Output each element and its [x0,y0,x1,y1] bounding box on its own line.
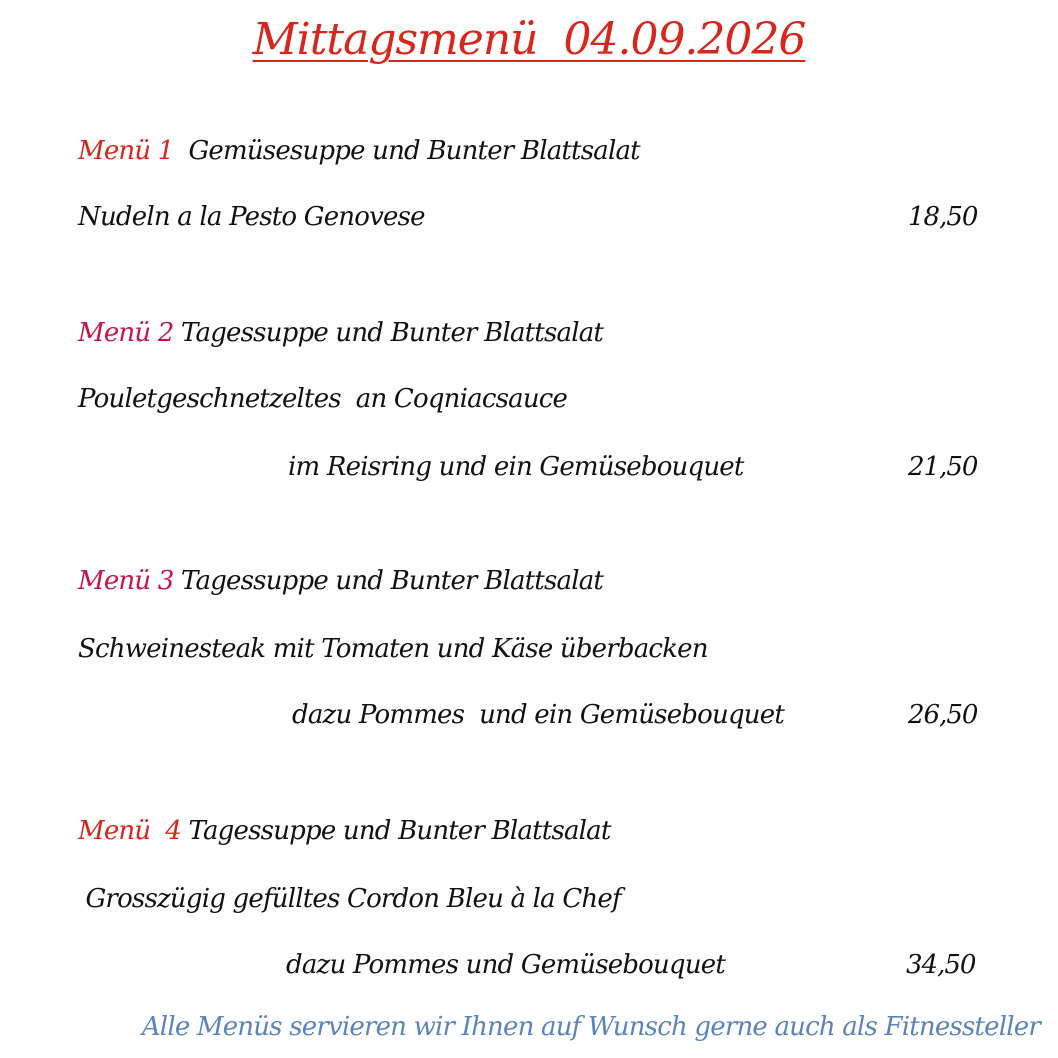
menu-3-main: Schweinesteak mit Tomaten und Käse überbacken [78,634,708,664]
menu-4-starter-line [78,814,611,848]
menu-3-starter-line [78,564,603,598]
page-title: Mittagsmenü 04.09.2026 [252,14,806,65]
menu-1-label: Menü 1 [78,136,174,166]
menu-2-side: im Reisring und ein Gemüsebouquet [288,452,744,482]
fitness-plate-note: Alle Menüs servieren wir Ihnen auf Wunsch gerne auch als Fitnessteller [141,1012,1040,1042]
menu-3-starter: Tagessuppe und Bunter Blattsalat [180,566,604,596]
menu-1-price: 18,50 [908,202,978,232]
menu-3-label: Menü 3 [78,566,174,596]
menu-1-starter: Gemüsesuppe und Bunter Blattsalat [180,136,640,166]
menu-3-price: 26,50 [908,700,978,730]
menu-1-starter-line [78,134,640,168]
menu-3-side: dazu Pommes und ein Gemüsebouquet [292,700,784,730]
menu-2-main: Pouletgeschnetzeltes an Coqniacsauce [78,384,568,414]
menu-4-label: Menü 4 [78,816,181,846]
menu-4-price: 34,50 [906,950,976,980]
menu-2-price: 21,50 [908,452,978,482]
menu-2-label: Menü 2 [78,318,174,348]
menu-1-main: Nudeln a la Pesto Genovese [78,202,425,232]
menu-4-starter: Tagessuppe und Bunter Blattsalat [188,816,611,846]
menu-2-starter-line [78,316,603,350]
menu-2-starter: Tagessuppe und Bunter Blattsalat [180,318,604,348]
menu-4-side: dazu Pommes und Gemüsebouquet [286,950,725,980]
menu-4-main: Grosszügig gefülltes Cordon Bleu à la Chef [78,884,621,914]
